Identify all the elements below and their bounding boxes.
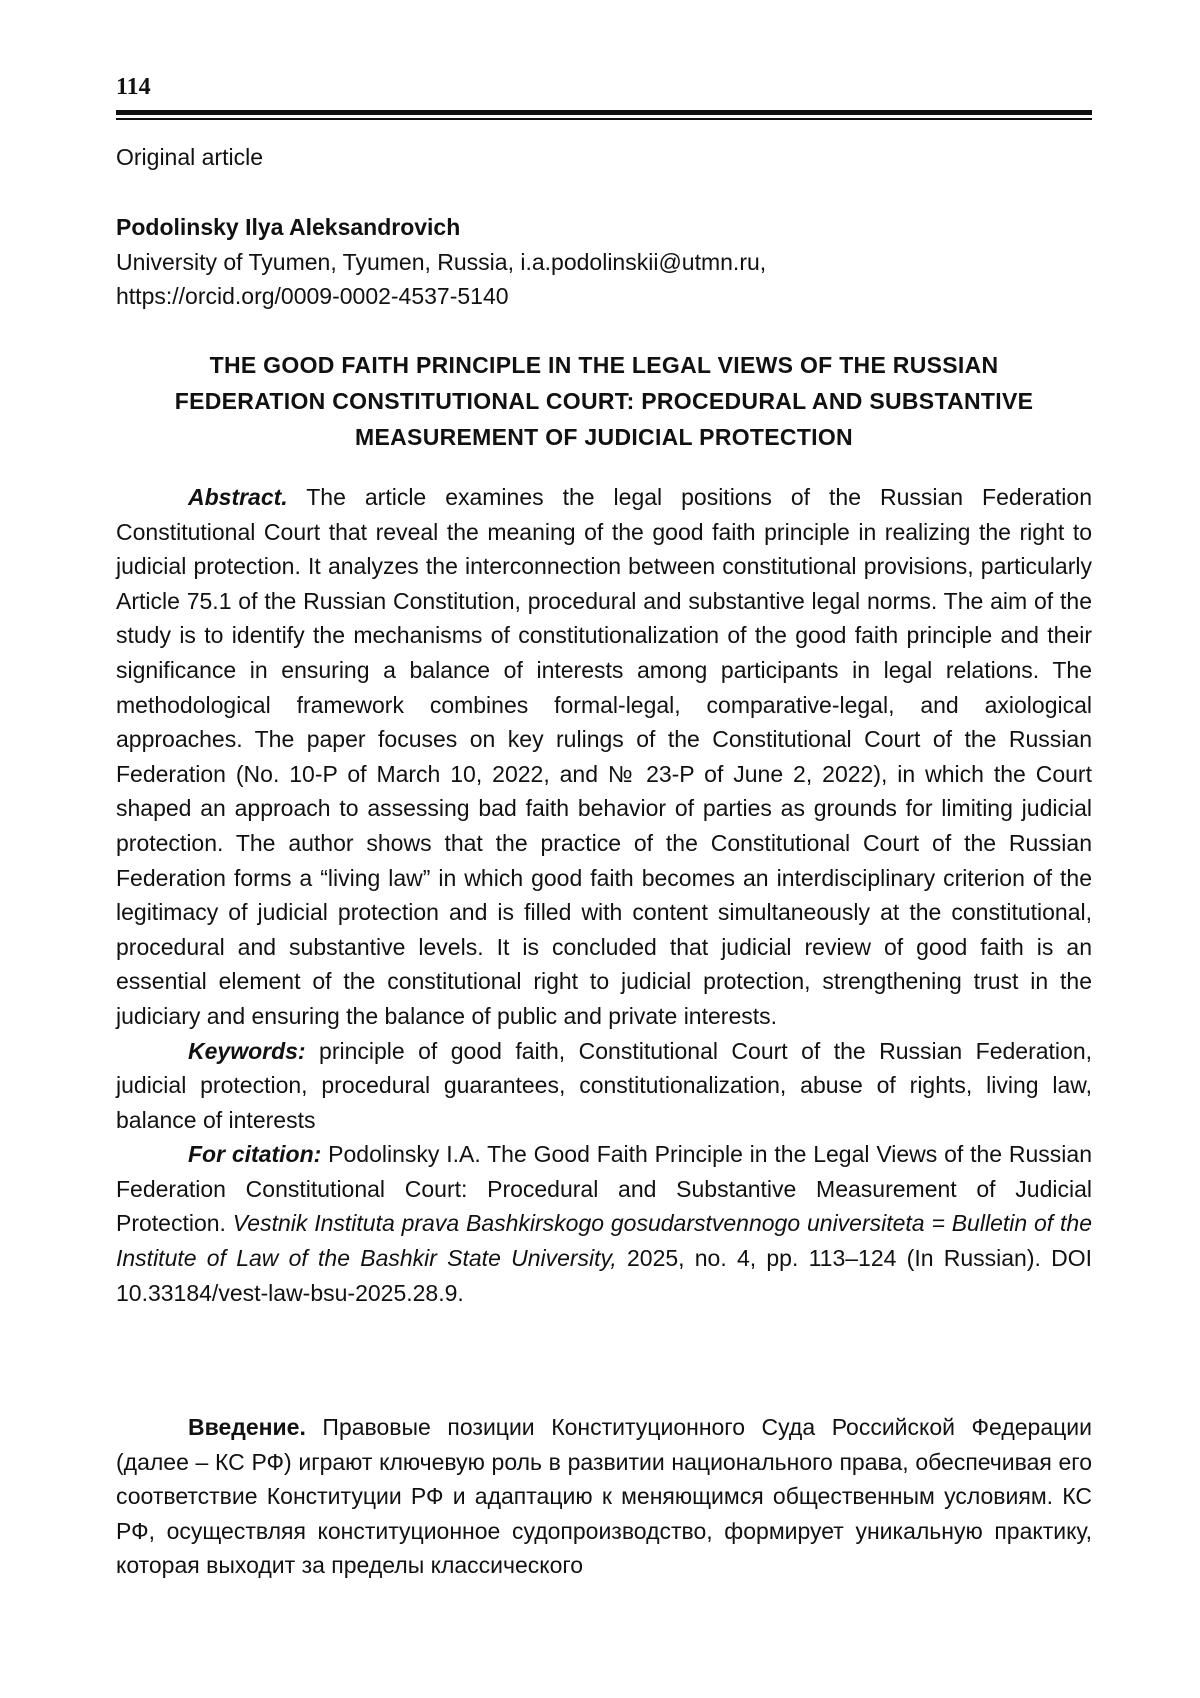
abstract-text: The article examines the legal positions of the Russian Federation Constitutional Court that reveal the meaning of the good faith principle in realizing the right to judicial protection. It analyzes the interconnection between constitutional provisions, particularly Article 75.1 of the Russian Constitution, procedural and substantive legal norms. The aim of the study is to identify the mechanisms of constitutionalization of the good faith principle and their significance in ensuring a balance of interests among participants in legal relations. The methodological framework combines formal-legal, comparative-legal, and axiological approaches. The paper focuses on key rulings of the Constitutional Court of the Russian Federation (No. 10-P of March 10, 2022, and № 23-P of June 2, 2022), in which the Court shaped an approach to assessing bad faith behavior of parties as grounds for limiting judicial protection. The author shows that the practice of the Constitutional Court of the Russian Federation forms a “living law” in which good faith becomes an interdisciplinary criterion of the legitimacy of judicial protection and is filled with content simultaneously at the constitutional, procedural and substantive levels. It is concluded that judicial review of good faith is an essential element of the constitutional right to judicial protection, strengthening trust in the judiciary and ensuring the balance of public and private interests. xyxy=(116,484,1092,1029)
keywords-paragraph xyxy=(116,1034,1092,1138)
abstract-label: Abstract. xyxy=(188,484,288,510)
author-block xyxy=(116,210,1092,314)
citation-paragraph xyxy=(116,1137,1092,1310)
author-affiliation: University of Tyumen, Tyumen, Russia, i.a.podolinskii@utmn.ru, xyxy=(116,248,767,275)
keywords-label: Keywords: xyxy=(188,1037,306,1064)
citation-label: For citation: xyxy=(188,1141,322,1168)
introduction-label: Введение. xyxy=(188,1414,306,1440)
article-title-line-2: FEDERATION CONSTITUTIONAL COURT: PROCEDURAL AND SUBSTANTIVE xyxy=(174,388,1034,414)
citation-details: 2025, no. 4, pp. 113–124 (In Russian). DOI 10.33184/vest-law-bsu-2025.28.9. xyxy=(116,1245,1092,1306)
citation-journal: Vestnik Instituta prava Bashkirskogo gosudarstvennogo universiteta = Bulletin of the Institute of Law of the Bashkir State University, xyxy=(116,1210,1092,1272)
front-matter xyxy=(116,480,1092,1310)
header-rule-thin xyxy=(116,118,1092,120)
keywords-text: principle of good faith, Constitutional Court of the Russian Federation, judicial protection, procedural guarantees, constitutionalization, abuse of rights, living law, balance of interests xyxy=(116,1037,1092,1133)
article-title-line-3: MEASUREMENT OF JUDICIAL PROTECTION xyxy=(355,424,853,450)
page-number: 114 xyxy=(116,74,151,100)
abstract-paragraph xyxy=(116,480,1092,1034)
header-rule-thick xyxy=(116,110,1092,115)
article-type: Original article xyxy=(116,144,263,170)
introduction-text: Правовые позиции Конституционного Суда Российской Федерации (далее – КС РФ) играют ключевую роль в развитии национального права, обеспечивая его соответствие Конституции РФ и адаптацию к меняющимся общественным условиям. КС РФ, осуществляя конституционное судопроизводство, формирует уникальную практику, которая выходит за пределы классического xyxy=(116,1414,1092,1579)
article-title xyxy=(116,347,1092,455)
citation-text: Podolinsky I.A. The Good Faith Principle in the Legal Views of the Russian Federation Constitutional Court: Procedural and Substantive Measurement of Judicial Protection. xyxy=(116,1141,1092,1237)
author-orcid: https://orcid.org/0009-0002-4537-5140 xyxy=(116,283,509,310)
introduction-section xyxy=(116,1410,1092,1583)
author-name: Podolinsky Ilya Aleksandrovich xyxy=(116,214,461,240)
article-title-line-1: THE GOOD FAITH PRINCIPLE IN THE LEGAL VIEWS OF THE RUSSIAN xyxy=(209,352,999,378)
introduction-paragraph xyxy=(116,1410,1092,1583)
